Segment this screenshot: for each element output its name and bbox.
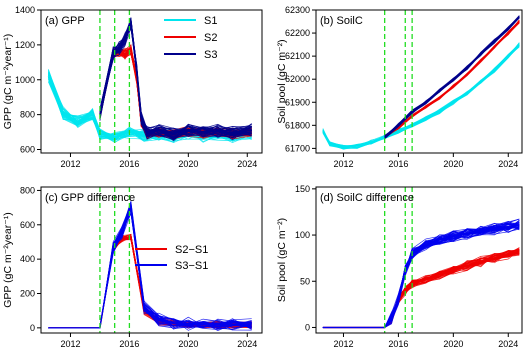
- series-S2-member-line: [100, 52, 252, 140]
- series-S2-member-line: [100, 54, 252, 138]
- series-S1-member-line: [323, 44, 519, 146]
- series-S3−S1-member-line: [323, 221, 519, 327]
- series-S3−S1-member-line: [48, 205, 251, 329]
- series-S3−S1-member-line: [323, 224, 519, 327]
- series-S1-member-line: [323, 43, 519, 149]
- series-S2−S1-member-line: [323, 255, 519, 327]
- series-S3-member-line: [100, 18, 252, 140]
- x-tick-label: 2020: [443, 159, 464, 169]
- series-S3−S1-member-line: [323, 224, 519, 328]
- series-S2-member-line: [100, 51, 252, 138]
- series-S2−S1-member-line: [323, 251, 519, 327]
- legend-label: S2: [204, 32, 218, 44]
- series-S2-member-line: [100, 48, 252, 136]
- series-S1-member-line: [323, 45, 519, 148]
- panel-title: (b) SoilC: [320, 15, 363, 27]
- series-S2−S1-member-line: [323, 253, 519, 327]
- series-S2−S1-member-line: [323, 252, 519, 328]
- plot-area: [323, 219, 519, 328]
- series-S2-member-line: [100, 48, 252, 137]
- series-S1-member-line: [323, 46, 519, 149]
- series-S2-member-line: [100, 47, 252, 137]
- x-tick-label: 2024: [237, 339, 258, 349]
- series-S3−S1-member-line: [323, 224, 519, 328]
- series-S3−S1-member-line: [323, 222, 519, 327]
- series-S2-member-line: [100, 47, 252, 137]
- series-S2-member-line: [100, 48, 252, 136]
- series-S2-member-line: [100, 50, 252, 138]
- series-S2-member-line: [100, 51, 252, 136]
- series-S1-member-line: [323, 46, 519, 149]
- y-tick-label: 0: [29, 322, 35, 333]
- series-S1-line: [323, 45, 519, 148]
- series-S2-member-line: [100, 54, 252, 134]
- x-tick-label: 2020: [443, 339, 464, 349]
- series-S1-member-line: [323, 43, 519, 149]
- series-S2−S1-member-line: [323, 255, 519, 328]
- x-tick-label: 2012: [60, 339, 81, 349]
- series-S3−S1-member-line: [323, 224, 519, 327]
- series-S2−S1-member-line: [323, 254, 519, 328]
- series-S3−S1-member-line: [323, 223, 519, 328]
- series-S3−S1-member-line: [323, 222, 519, 328]
- plot-area: [323, 16, 519, 150]
- series-S3-member-line: [100, 18, 252, 136]
- series-S3−S1-member-line: [323, 229, 519, 328]
- series-S1-member-line: [323, 45, 519, 150]
- series-S1-member-line: [323, 46, 519, 148]
- series-S3−S1-member-line: [323, 223, 519, 327]
- series-S2−S1-member-line: [323, 252, 519, 328]
- series-S1-member-line: [323, 45, 519, 148]
- panel-title: (c) GPP difference: [45, 192, 136, 204]
- series-S1-member-line: [323, 46, 519, 148]
- x-tick-label: 2024: [498, 339, 519, 349]
- series-S2-member-line: [100, 50, 252, 136]
- series-S1-member-line: [323, 44, 519, 147]
- series-S3−S1-member-line: [323, 225, 519, 327]
- x-tick-label: 2016: [119, 159, 140, 169]
- plot-area: [48, 18, 251, 143]
- series-S2-member-line: [100, 48, 252, 138]
- x-tick-label: 2020: [178, 159, 199, 169]
- y-tick-label: 150: [294, 183, 310, 194]
- series-S3-member-line: [100, 18, 252, 135]
- series-S2-member-line: [100, 50, 252, 137]
- y-tick-label: 600: [19, 144, 35, 155]
- x-tick-label: 2012: [333, 159, 354, 169]
- x-tick-label: 2012: [60, 159, 81, 169]
- series-S1-member-line: [323, 47, 519, 147]
- series-S2-member-line: [100, 48, 252, 138]
- y-tick-label: 1200: [14, 39, 35, 50]
- series-S3−S1-member-line: [323, 223, 519, 327]
- series-S2-line: [100, 50, 252, 135]
- series-S2-member-line: [100, 50, 252, 138]
- y-tick-label: 62100: [284, 51, 310, 62]
- series-S3−S1-member-line: [323, 225, 519, 327]
- series-S1-member-line: [323, 44, 519, 148]
- y-tick-label: 62300: [284, 5, 310, 15]
- series-S2-member-line: [100, 49, 252, 136]
- series-S3−S1-member-line: [323, 222, 519, 328]
- legend: [164, 15, 217, 61]
- series-S2-member-line: [100, 49, 252, 138]
- series-S3−S1-member-line: [323, 226, 519, 327]
- series-S2−S1-line: [323, 252, 519, 328]
- y-axis-label: GPP (gC m⁻²year⁻¹): [2, 33, 14, 130]
- legend: [135, 244, 208, 272]
- series-S1-member-line: [323, 46, 519, 146]
- legend-label: S1: [204, 15, 218, 27]
- y-tick-label: 61800: [284, 120, 310, 131]
- series-S1-member-line: [323, 45, 519, 148]
- series-S2−S1-member-line: [323, 252, 519, 328]
- series-S2−S1-member-line: [323, 252, 519, 327]
- y-tick-label: 800: [19, 109, 35, 120]
- series-S2-member-line: [100, 51, 252, 138]
- y-tick-label: 100: [294, 230, 310, 241]
- series-S2-member-line: [100, 49, 252, 138]
- series-S3−S1-member-line: [323, 223, 519, 327]
- series-S2-member-line: [100, 45, 252, 139]
- series-S3−S1-member-line: [323, 224, 519, 327]
- series-S3−S1-member-line: [323, 225, 519, 328]
- y-tick-label: 0: [304, 322, 310, 333]
- x-tick-label: 2016: [388, 339, 409, 349]
- series-S3−S1-member-line: [48, 206, 251, 330]
- series-S3−S1-member-line: [323, 225, 519, 327]
- series-S2−S1-member-line: [323, 254, 519, 328]
- series-S2-member-line: [100, 48, 252, 137]
- series-S2−S1-member-line: [323, 252, 519, 328]
- series-S2-member-line: [100, 50, 252, 137]
- legend-label: S3: [204, 49, 218, 61]
- series-S2−S1-member-line: [323, 253, 519, 328]
- series-S1-member-line: [323, 43, 519, 148]
- series-S2−S1-member-line: [323, 251, 519, 328]
- series-S3−S1-member-line: [323, 219, 519, 327]
- series-S2-member-line: [100, 51, 252, 137]
- panel-d: [276, 184, 522, 349]
- panel-a: [2, 5, 262, 169]
- y-tick-label: 800: [19, 185, 35, 196]
- y-tick-label: 61700: [284, 143, 310, 154]
- y-axis-label: Soil pool (gC m⁻²): [276, 39, 288, 124]
- series-S3−S1-member-line: [323, 224, 519, 327]
- series-S2−S1-member-line: [323, 253, 519, 328]
- panel-title: (a) GPP: [45, 15, 85, 27]
- y-tick-label: 1400: [14, 5, 35, 15]
- series-S3−S1-member-line: [323, 223, 519, 327]
- series-S3−S1-member-line: [323, 220, 519, 327]
- series-S3−S1-member-line: [323, 225, 519, 328]
- x-tick-label: 2016: [119, 339, 140, 349]
- series-S2-member-line: [100, 50, 252, 138]
- series-S1-member-line: [323, 45, 519, 149]
- y-tick-label: 200: [19, 288, 35, 299]
- series-S2−S1-member-line: [323, 251, 519, 327]
- series-S2−S1-member-line: [323, 254, 519, 328]
- series-S2-member-line: [100, 49, 252, 138]
- series-S3−S1-member-line: [323, 227, 519, 328]
- x-tick-label: 2024: [237, 159, 258, 169]
- y-axis-label: GPP (gC m⁻²year⁻¹): [2, 212, 14, 308]
- series-S1-member-line: [323, 46, 519, 149]
- series-S1-member-line: [323, 45, 519, 146]
- x-tick-label: 2020: [178, 339, 199, 349]
- series-S2-member-line: [100, 50, 252, 135]
- series-S1-member-line: [323, 45, 519, 148]
- series-S2−S1-member-line: [323, 252, 519, 327]
- series-S3−S1-member-line: [323, 227, 519, 328]
- y-tick-label: 62000: [284, 74, 310, 85]
- plot-frame: [316, 10, 522, 153]
- y-tick-label: 61900: [284, 97, 310, 108]
- y-axis-label: Soil pool (gC m⁻²): [276, 217, 288, 303]
- series-S1-member-line: [323, 46, 519, 150]
- series-S2-member-line: [100, 49, 252, 135]
- series-S1-member-line: [323, 43, 519, 146]
- y-tick-label: 1000: [14, 74, 35, 85]
- series-S2-member-line: [100, 49, 252, 137]
- series-S3−S1-member-line: [323, 226, 519, 328]
- series-S3−S1-member-line: [323, 226, 519, 327]
- series-S2-member-line: [100, 45, 252, 136]
- series-S2−S1-member-line: [323, 252, 519, 328]
- series-S2-member-line: [100, 48, 252, 139]
- series-S2-member-line: [100, 49, 252, 138]
- series-S2-member-line: [100, 51, 252, 135]
- series-S2-member-line: [100, 51, 252, 138]
- legend-label: S2−S1: [175, 244, 209, 256]
- series-S3−S1-member-line: [323, 222, 519, 327]
- series-S3−S1-member-line: [323, 224, 519, 328]
- series-S3−S1-member-line: [323, 224, 519, 327]
- series-S3−S1-member-line: [323, 224, 519, 327]
- series-S2-member-line: [100, 50, 252, 137]
- series-S2-member-line: [100, 51, 252, 135]
- series-S2-member-line: [100, 50, 252, 135]
- series-S3−S1-line: [323, 225, 519, 328]
- panel-title: (d) SoilC difference: [320, 192, 414, 204]
- series-S2−S1-member-line: [323, 252, 519, 327]
- series-S1-member-line: [323, 46, 519, 149]
- x-tick-label: 2024: [498, 159, 519, 169]
- y-tick-label: 50: [299, 276, 310, 287]
- series-S3−S1-member-line: [323, 227, 519, 328]
- series-S3−S1-member-line: [48, 213, 251, 328]
- y-tick-label: 62200: [284, 28, 310, 39]
- series-S2−S1-member-line: [323, 253, 519, 328]
- series-S3−S1-member-line: [323, 224, 519, 328]
- series-S2−S1-member-line: [323, 252, 519, 328]
- series-S3−S1-member-line: [323, 220, 519, 327]
- series-S3−S1-member-line: [48, 208, 251, 329]
- series-S3−S1-member-line: [323, 221, 519, 328]
- series-S2-member-line: [100, 49, 252, 136]
- series-S1-member-line: [323, 47, 519, 147]
- series-S2−S1-member-line: [323, 251, 519, 328]
- y-tick-label: 600: [19, 219, 35, 230]
- series-S3−S1-member-line: [323, 219, 519, 328]
- y-tick-label: 400: [19, 254, 35, 265]
- x-tick-label: 2012: [333, 339, 354, 349]
- series-S1-member-line: [323, 45, 519, 148]
- series-S2-member-line: [100, 49, 252, 135]
- series-S3−S1-member-line: [323, 224, 519, 327]
- panel-b: [276, 5, 522, 169]
- panel-c: [2, 185, 262, 349]
- x-tick-label: 2016: [388, 159, 409, 169]
- series-S2-member-line: [100, 48, 252, 138]
- series-S3−S1-member-line: [323, 226, 519, 328]
- legend-label: S3−S1: [175, 260, 209, 272]
